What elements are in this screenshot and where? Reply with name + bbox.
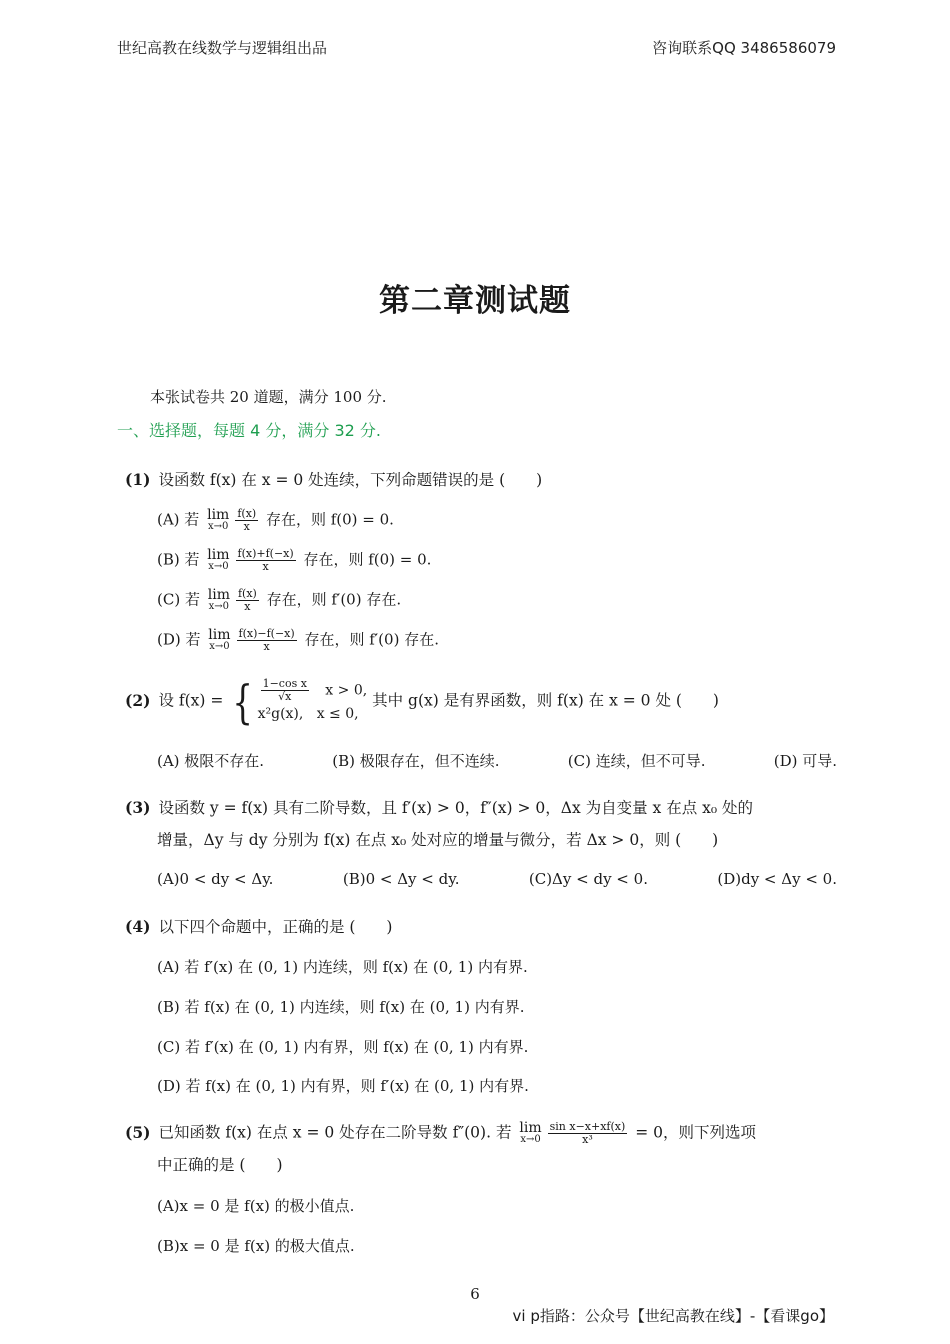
- question-number: (1): [125, 470, 151, 489]
- question-1: [125, 470, 542, 490]
- q2-option-d: (D) 可导.: [773, 752, 837, 770]
- q4-option-b: (B) 若 f(x) 在 (0, 1) 内连续，则 f(x) 在 (0, 1) 内有界.: [157, 998, 525, 1016]
- question-stem-suffix: = 0，则下列选项: [635, 1123, 756, 1142]
- option-prefix: (D) 若: [157, 630, 201, 649]
- fraction: $\frac{f(x)}{x}$: [237, 507, 257, 533]
- question-number: (4): [125, 917, 151, 936]
- question-stem-line1: 设函数 y = f(x) 具有二阶导数，且 f′(x) > 0，f″(x) > 0，Δx 为自变量 x 在点 x₀ 处的: [158, 799, 754, 817]
- option-prefix: (B) 若: [157, 550, 200, 569]
- limit: lim x→0: [519, 1119, 542, 1145]
- q1-option-d: [157, 628, 439, 653]
- q4-option-d: (D) 若 f(x) 在 (0, 1) 内有界，则 f′(x) 在 (0, 1) 内有界.: [157, 1077, 529, 1095]
- q1-option-a: [157, 508, 394, 533]
- piecewise-cases: $\frac{\text{1−cos x}}{√x}$ x > 0, x²g(x), x ≤ 0,: [257, 677, 368, 722]
- option-suffix: 存在，则 f′(0) 存在.: [304, 630, 439, 649]
- option-prefix: (A) 若: [157, 510, 200, 529]
- header-left: 世纪高教在线数学与逻辑组出品: [117, 39, 328, 57]
- q1-option-c: [157, 588, 401, 613]
- question-stem-prefix: 已知函数 f(x) 在点 x = 0 处存在二阶导数 f″(0). 若: [158, 1123, 512, 1142]
- question-stem-prefix: 设 f(x) =: [158, 691, 224, 710]
- limit: lim x→0: [207, 586, 230, 612]
- page-number: 6: [470, 1285, 480, 1303]
- q2-option-b: (B) 极限存在，但不连续.: [332, 752, 500, 770]
- q3-options: [157, 870, 837, 888]
- intro-text: 本张试卷共 20 道题，满分 100 分.: [150, 388, 387, 406]
- question-4: [125, 917, 392, 937]
- q2-option-c: (C) 连续，但不可导.: [567, 752, 706, 770]
- limit: lim x→0: [207, 506, 230, 532]
- question-number: (5): [125, 1122, 151, 1142]
- limit: lim x→0: [207, 546, 230, 572]
- fraction: $\frac{f(x)+f(-x)}{x}$: [237, 547, 294, 573]
- limit: lim x→0: [208, 626, 231, 652]
- q2-options: [157, 750, 837, 771]
- q4-option-c: (C) 若 f′(x) 在 (0, 1) 内有界，则 f(x) 在 (0, 1) 内有界.: [157, 1038, 529, 1056]
- question-5: [125, 1121, 756, 1146]
- q1-option-b: [157, 548, 431, 573]
- q2-option-a: (A) 极限不存在.: [157, 752, 265, 770]
- question-stem: 以下四个命题中，正确的是 ( ): [158, 918, 393, 936]
- q3-option-b: (B)0 < Δy < dy.: [342, 870, 460, 888]
- option-prefix: (C) 若: [157, 590, 200, 609]
- option-suffix: 存在，则 f(0) = 0.: [265, 510, 394, 529]
- question-number: (2): [125, 690, 151, 710]
- option-suffix: 存在，则 f(0) = 0.: [303, 550, 432, 569]
- question-5-line2: 中正确的是 ( ): [157, 1156, 283, 1174]
- footer-note: vi p指路：公众号【世纪高教在线】-【看课go】: [512, 1307, 834, 1325]
- page-title: 第二章测试题: [379, 283, 571, 319]
- left-brace: {: [232, 674, 254, 729]
- question-stem: 设函数 f(x) 在 x = 0 处连续，下列命题错误的是 ( ): [158, 471, 543, 489]
- fraction: $\frac{f(x)}{x}$: [237, 587, 257, 613]
- question-number: (3): [125, 798, 151, 817]
- fraction: $\frac{\text{sin x−x+xf(x)}}{\text{x³}}$: [549, 1120, 626, 1146]
- question-3-line2: 增量，Δy 与 dy 分别为 f(x) 在点 x₀ 处对应的增量与微分，若 Δx > 0，则 ( ): [157, 831, 719, 849]
- q4-option-a: (A) 若 f′(x) 在 (0, 1) 内连续，则 f(x) 在 (0, 1) 内有界.: [157, 958, 528, 976]
- q3-option-c: (C)Δy < dy < 0.: [528, 870, 648, 888]
- q5-option-a: (A)x = 0 是 f(x) 的极小值点.: [157, 1197, 355, 1215]
- header-right: 咨询联系QQ 3486586079: [652, 39, 836, 57]
- q5-option-b: (B)x = 0 是 f(x) 的极大值点.: [157, 1237, 355, 1255]
- q3-option-a: (A)0 < dy < Δy.: [157, 870, 274, 888]
- fraction: $\frac{f(x)-f(-x)}{x}$: [238, 627, 295, 653]
- question-3: [125, 798, 837, 818]
- question-stem-suffix: 其中 g(x) 是有界函数，则 f(x) 在 x = 0 处 ( ): [372, 691, 719, 710]
- section-heading: 一、选择题，每题 4 分，满分 32 分.: [117, 421, 381, 440]
- option-suffix: 存在，则 f′(0) 存在.: [266, 590, 402, 609]
- question-2: [125, 674, 719, 729]
- q3-option-d: (D)dy < Δy < 0.: [717, 870, 837, 888]
